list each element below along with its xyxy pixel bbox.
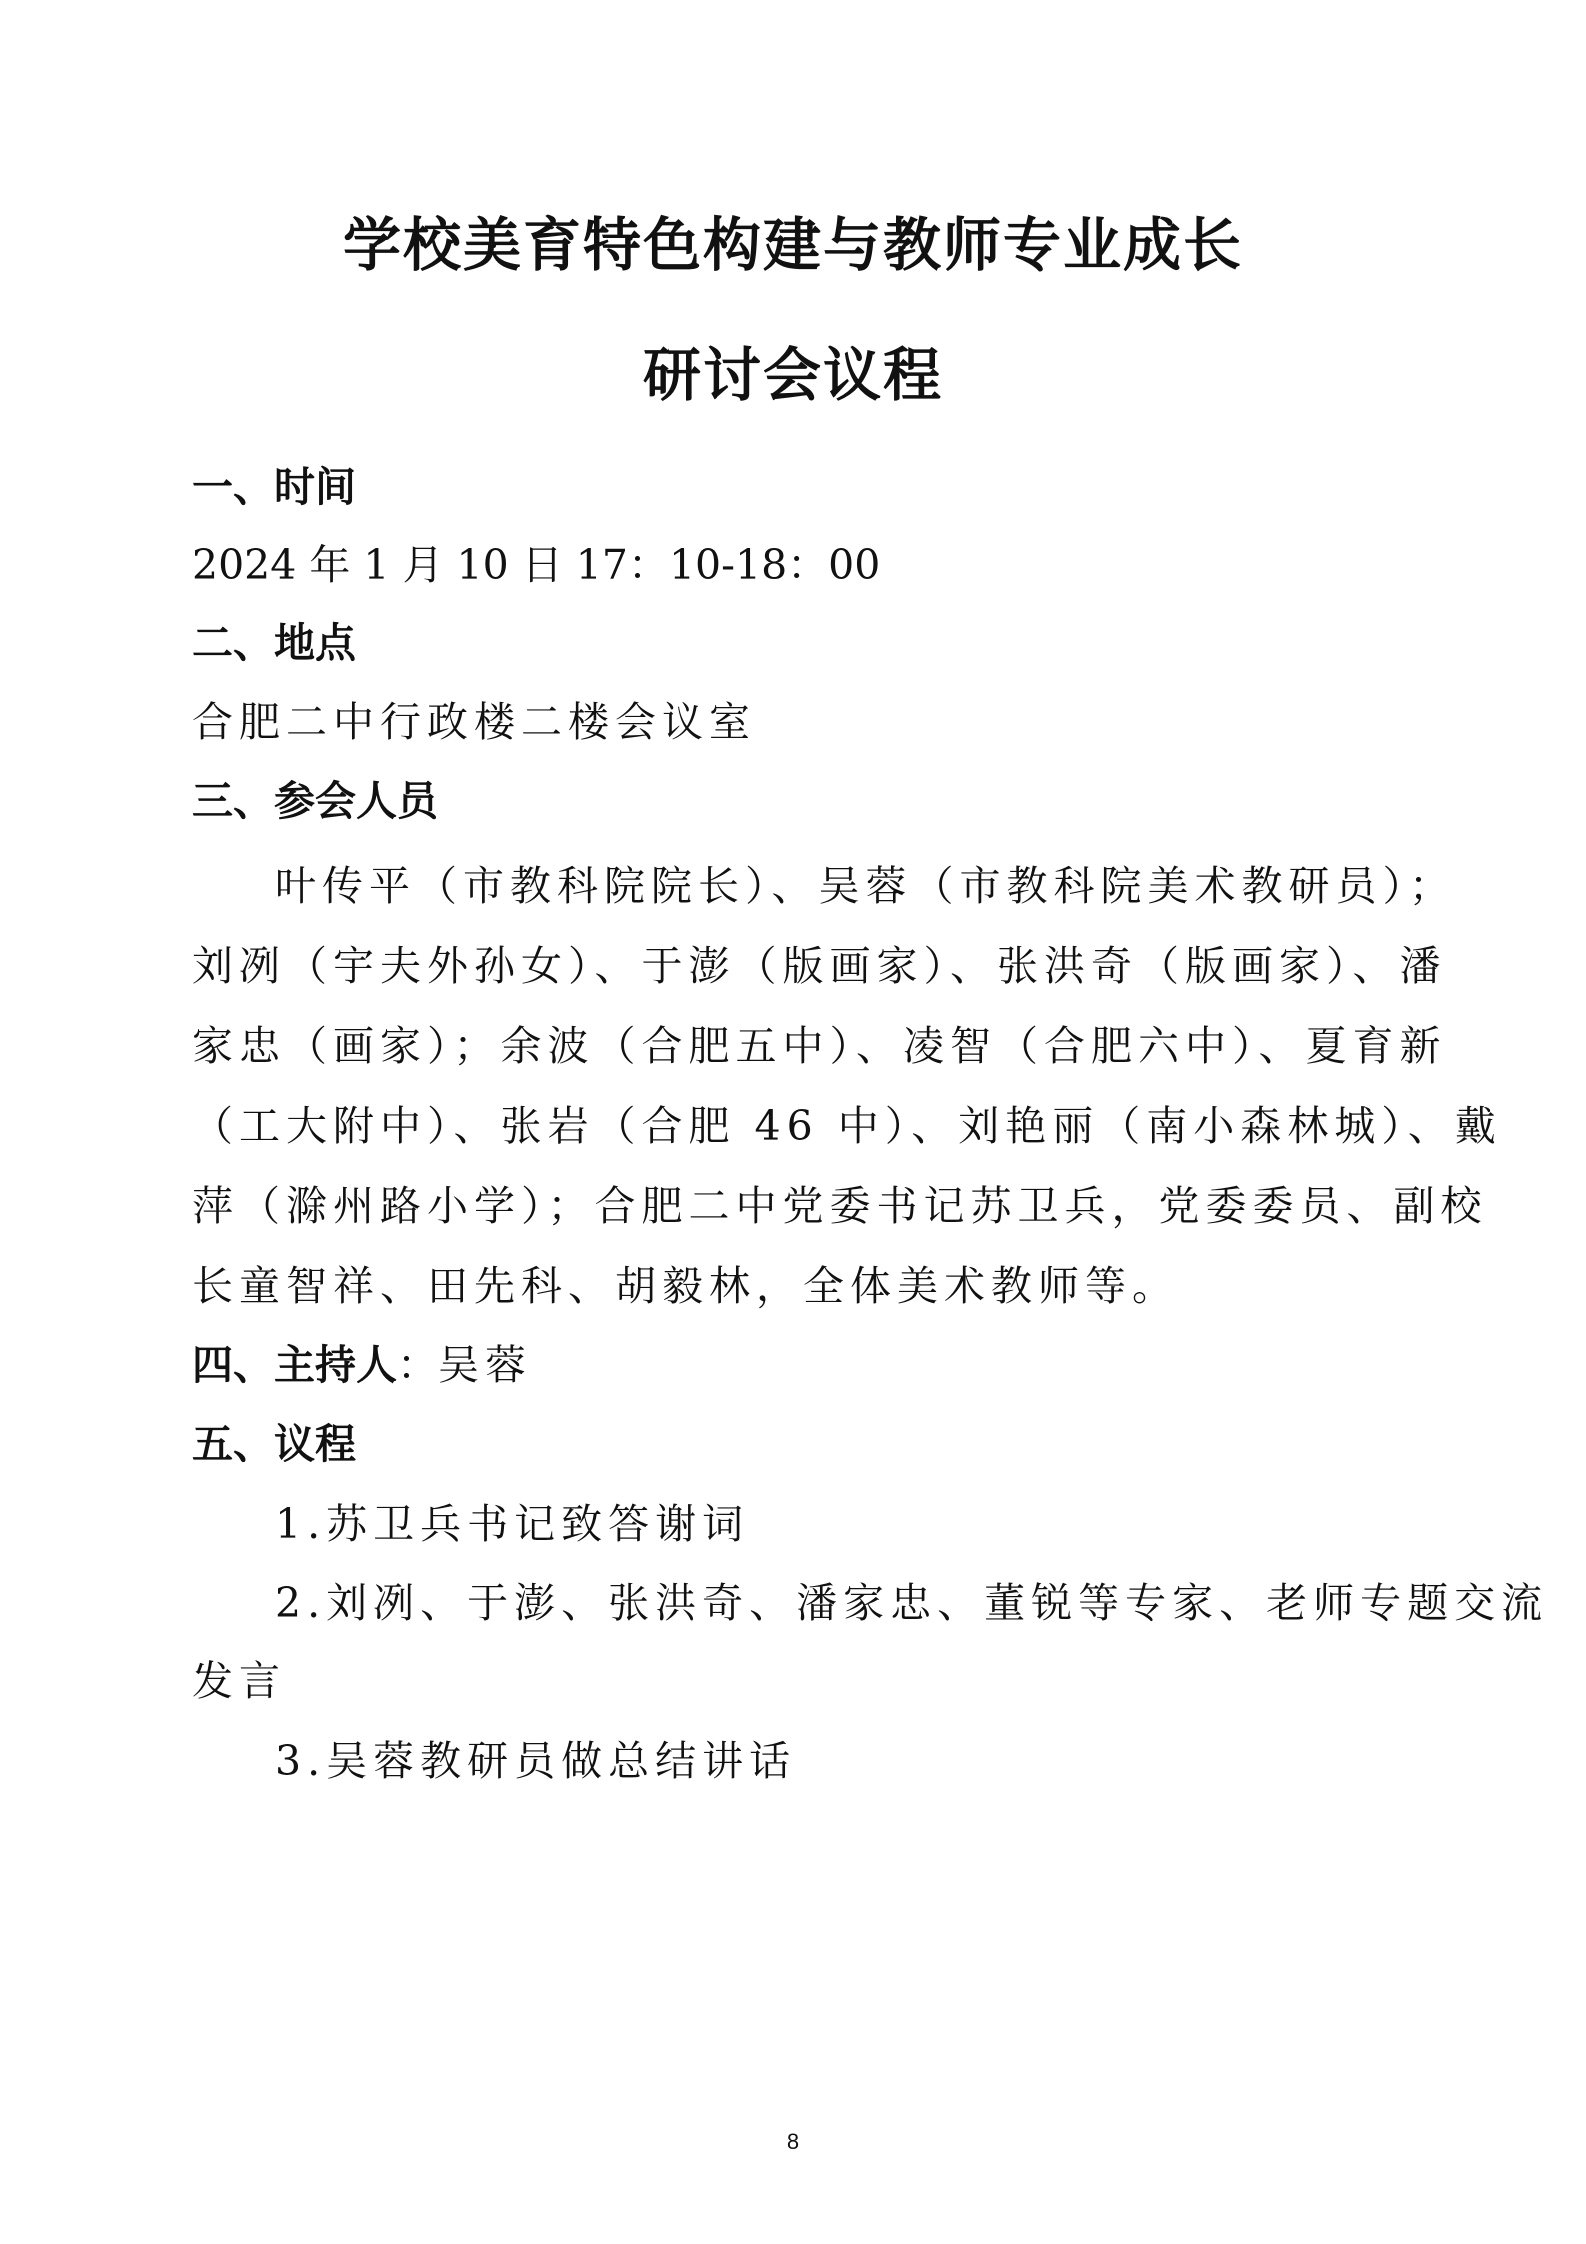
location-content: 合肥二中行政楼二楼会议室 <box>192 698 756 746</box>
host-separator: ： <box>397 1341 438 1389</box>
attendees-line: 萍（滁州路小学）；合肥二中党委书记苏卫兵，党委委员、副校 <box>192 1182 1488 1230</box>
section-heading-location: 二、地点 <box>192 619 356 667</box>
document-title: 学校美育特色构建与教师专业成长 <box>342 211 1243 279</box>
page-number: 8 <box>786 2129 800 2154</box>
attendees-line: 长童智祥、田先科、胡毅林，全体美术教师等。 <box>192 1262 1179 1310</box>
section-heading-host: 四、主持人 <box>192 1341 397 1389</box>
host-line <box>192 1340 1402 1390</box>
section-heading-attendees: 三、参会人员 <box>192 777 438 825</box>
attendees-line: （工大附中）、张岩（合肥 46 中）、刘艳丽（南小森林城）、戴 <box>192 1102 1502 1150</box>
host-name: 吴蓉 <box>438 1341 532 1389</box>
time-content: 2024 年 1 月 10 日 17：10-18：00 <box>192 541 881 589</box>
agenda-item-continuation: 发言 <box>192 1657 286 1705</box>
attendees-line: 刘冽（宇夫外孙女）、于澎（版画家）、张洪奇（版画家）、潘 <box>192 942 1447 990</box>
agenda-item: 3.吴蓉教研员做总结讲话 <box>275 1737 797 1785</box>
agenda-item: 1.苏卫兵书记致答谢词 <box>275 1500 750 1548</box>
attendees-line: 叶传平（市教科院院长）、吴蓉（市教科院美术教研员）； <box>275 862 1456 910</box>
section-heading-time: 一、时间 <box>192 463 356 511</box>
document-subtitle: 研讨会议程 <box>642 341 943 409</box>
attendees-line: 家忠（画家）；余波（合肥五中）、凌智（合肥六中）、夏育新 <box>192 1022 1447 1070</box>
section-heading-agenda: 五、议程 <box>192 1420 356 1468</box>
agenda-item: 2.刘冽、于澎、张洪奇、潘家忠、董锐等专家、老师专题交流 <box>275 1579 1549 1627</box>
